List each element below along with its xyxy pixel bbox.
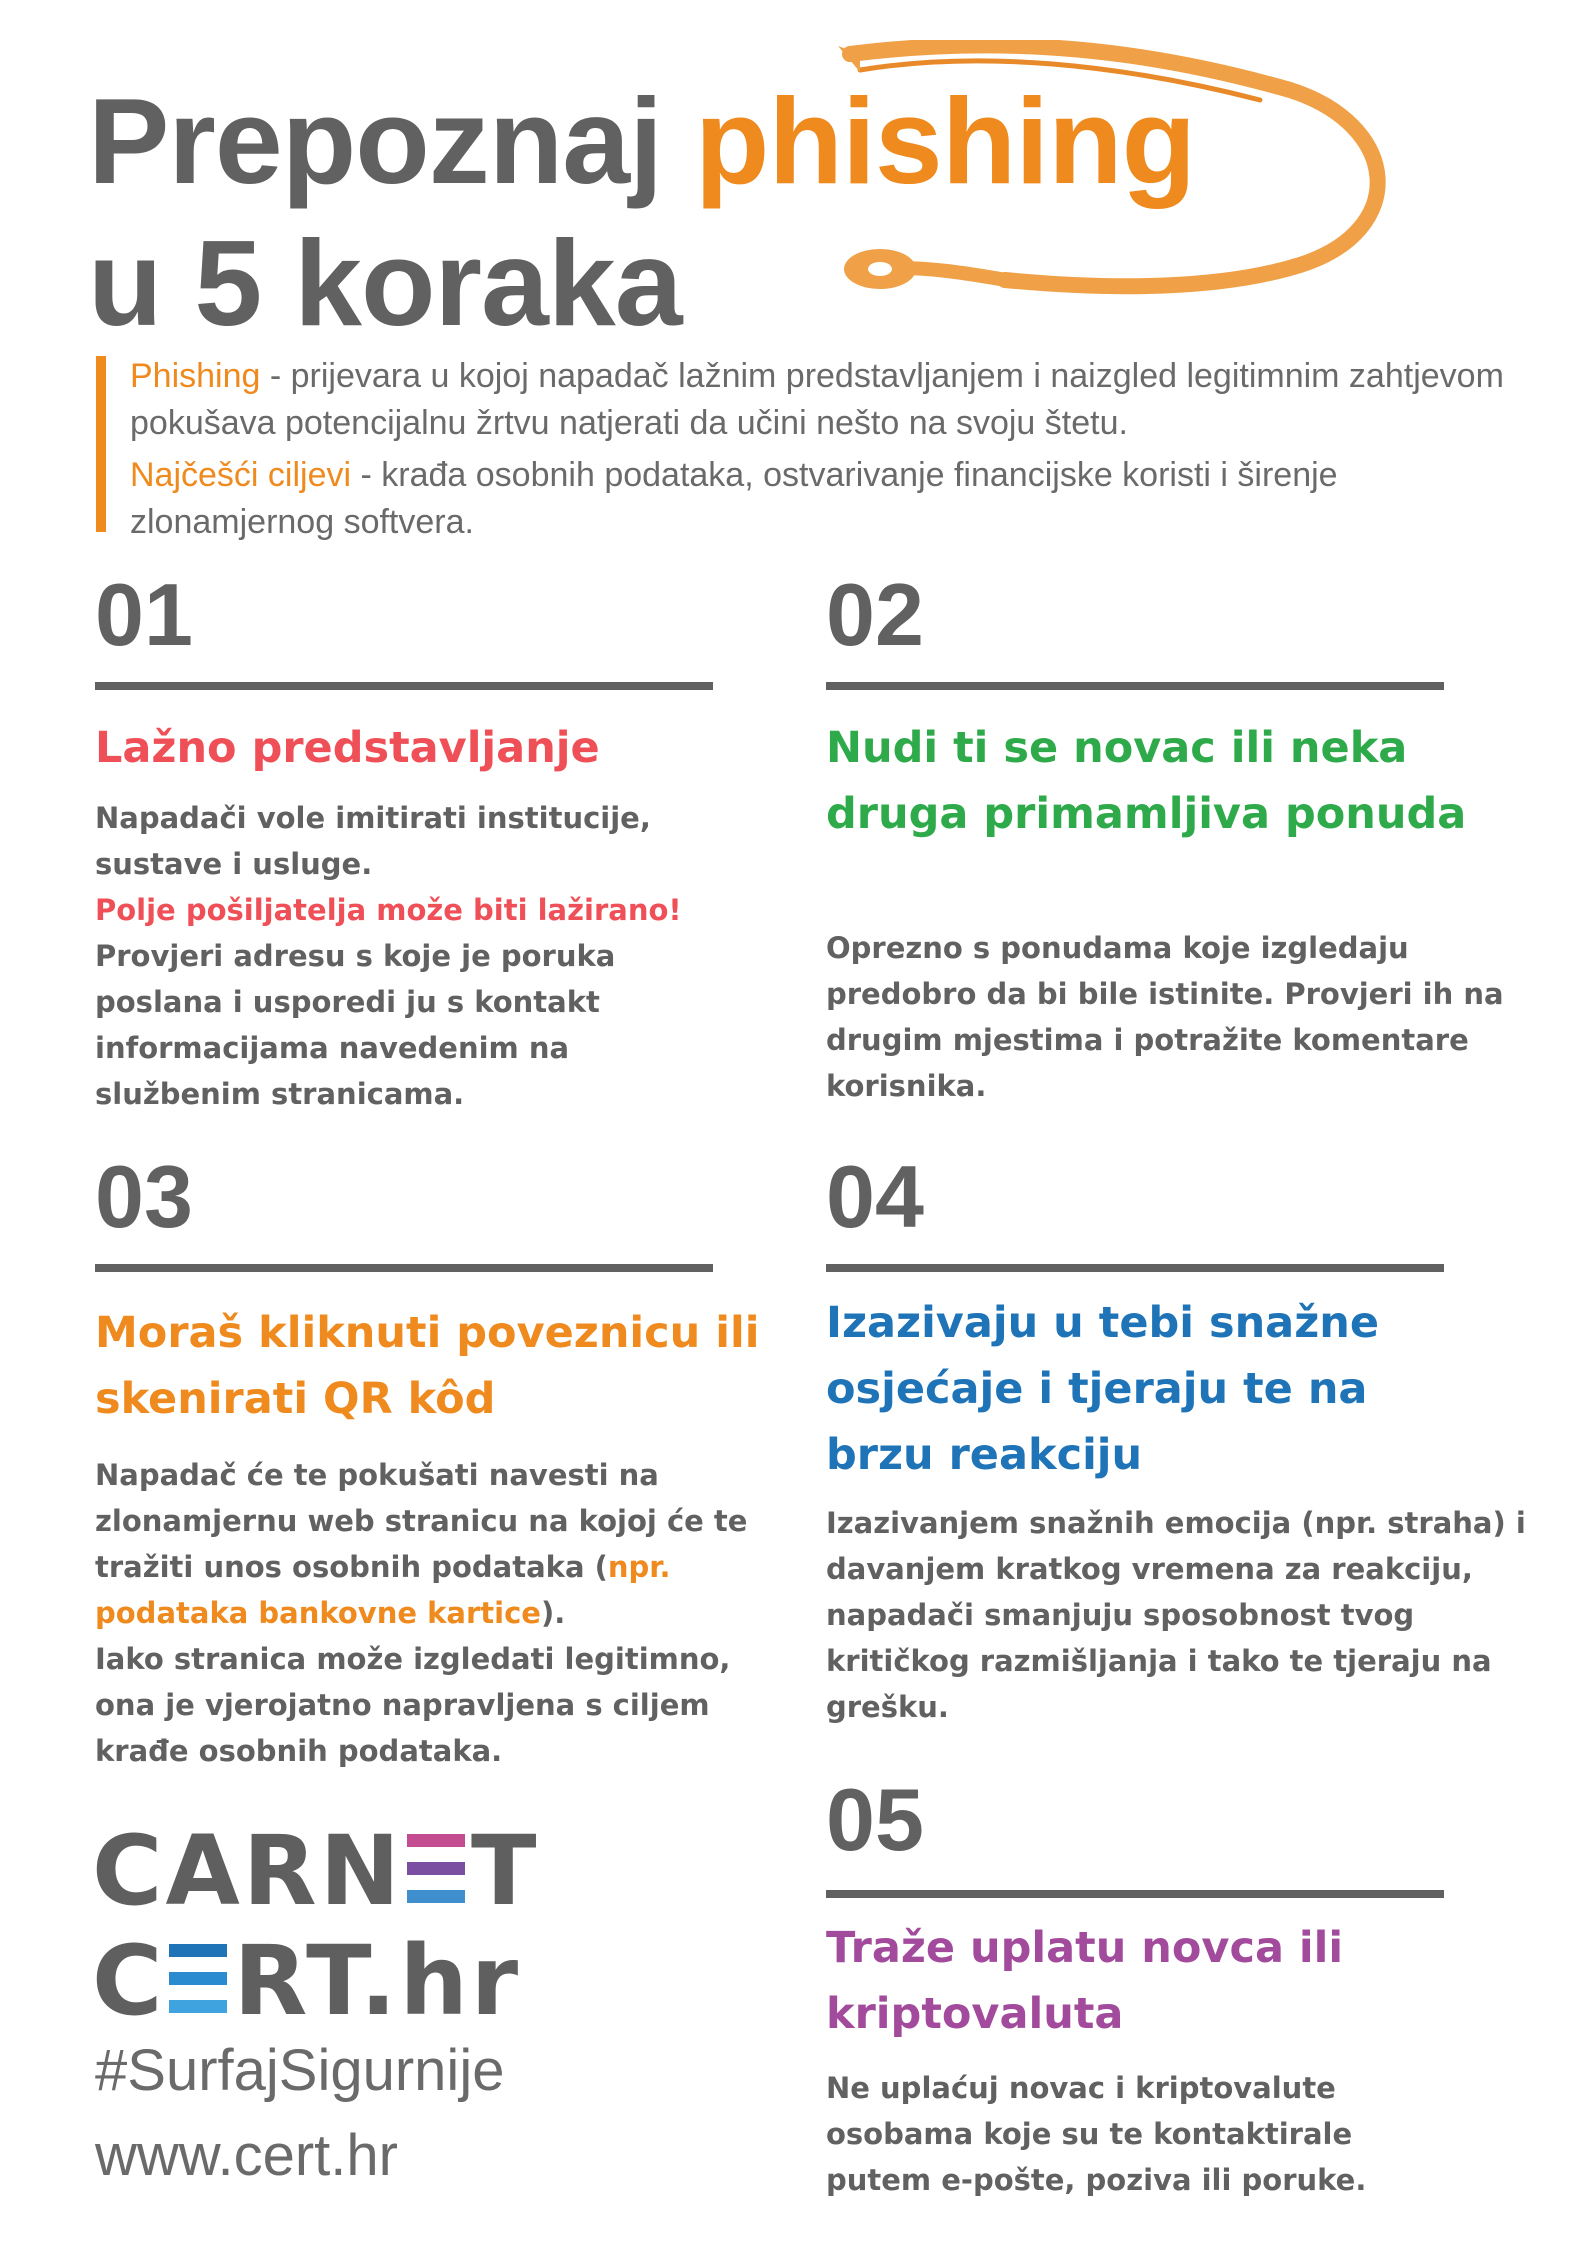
goals-definition: - krađa osobnih podataka, ostvarivanje financijske koristi i širenje zlonamjernog softvera. xyxy=(130,456,1338,541)
step-divider xyxy=(826,1890,1444,1898)
title-line1: Prepoznaj xyxy=(88,73,663,209)
step-text: Iako stranica može izgledati legitimno, ona je vjerojatno napravljena s ciljem krađe osobnih podataka. xyxy=(95,1642,731,1768)
intro-accent-bar xyxy=(96,356,106,532)
step-divider xyxy=(826,682,1444,690)
logo-text: T xyxy=(471,1815,540,1927)
step-example: npr. podataka bankovne kartice xyxy=(95,1550,671,1630)
step-number: 01 xyxy=(95,565,193,664)
step-warning: Polje pošiljatelja može biti lažirano! xyxy=(95,893,682,927)
title-line2: u 5 koraka xyxy=(88,215,682,351)
step-number: 04 xyxy=(826,1147,924,1246)
phishing-term: Phishing xyxy=(130,357,261,395)
logo-e-mark xyxy=(169,1944,227,2014)
logo-e-mark xyxy=(407,1834,465,1904)
fish-hook-icon xyxy=(830,40,1410,320)
title-accent: phishing xyxy=(694,73,1196,209)
step-text: Napadači vole imitirati institucije, sustave i usluge. xyxy=(95,801,651,881)
step-body: Oprezno s ponudama koje izgledaju predobro da bi bile istinite. Provjeri ih na drugim mjestima i potražite komentare korisnika. xyxy=(826,931,1504,1103)
step-text: Napadač će te pokušati navesti na zlonamjernu web stranicu na kojoj će te tražiti unos osobnih podataka ( xyxy=(95,1458,748,1584)
step-title: Moraš kliknuti poveznicu ili skenirati QR kôd xyxy=(95,1308,760,1424)
logo-text: C xyxy=(92,1925,166,2037)
step-body xyxy=(95,1452,785,1774)
step-title: Izazivaju u tebi snažne osjećaje i tjeraju te na brzu reakciju xyxy=(826,1298,1379,1480)
phishing-definition: - prijevara u kojoj napadač lažnim predstavljanjem i naizgled legitimnim zahtjevom pokušava potencijalnu žrtvu natjerati da učini nešto na svoju štetu. xyxy=(130,357,1504,442)
step-divider xyxy=(95,1264,713,1272)
step-text: Provjeri adresu s koje je poruka poslana i usporedi ju s kontakt informacijama navedenim na službenim stranicama. xyxy=(95,939,616,1111)
step-number: 05 xyxy=(826,1770,924,1869)
step-number: 03 xyxy=(95,1147,193,1246)
logo-text: RT.hr xyxy=(233,1925,522,2037)
step-title: Nudi ti se novac ili neka druga primamljiva ponuda xyxy=(826,723,1467,839)
step-body: Ne uplaćuj novac i kriptovalute osobama koje su te kontaktirale putem e-pošte, poziva ili poruke. xyxy=(826,2071,1367,2197)
step-number: 02 xyxy=(826,565,924,664)
step-title: Lažno predstavljanje xyxy=(95,723,600,773)
logo-text: CARN xyxy=(92,1815,404,1927)
website-link[interactable]: www.cert.hr xyxy=(95,2123,398,2188)
step-text-end: ). xyxy=(540,1596,566,1630)
carnet-logo xyxy=(92,1815,540,1927)
intro-text xyxy=(130,353,1520,551)
step-divider xyxy=(95,682,713,690)
step-title: Traže uplatu novca ili kriptovaluta xyxy=(826,1923,1344,2039)
step-divider xyxy=(826,1264,1444,1272)
cert-logo xyxy=(92,1925,521,2037)
step-body xyxy=(95,795,735,1117)
hashtag: #SurfajSigurnije xyxy=(95,2038,505,2103)
goals-term: Najčešći ciljevi xyxy=(130,456,352,494)
step-body: Izazivanjem snažnih emocija (npr. straha) i davanjem kratkog vremena za reakciju, napadači smanjuju sposobnost tvog kritičkog razmišljanja i tako te tjeraju na grešku. xyxy=(826,1506,1526,1724)
